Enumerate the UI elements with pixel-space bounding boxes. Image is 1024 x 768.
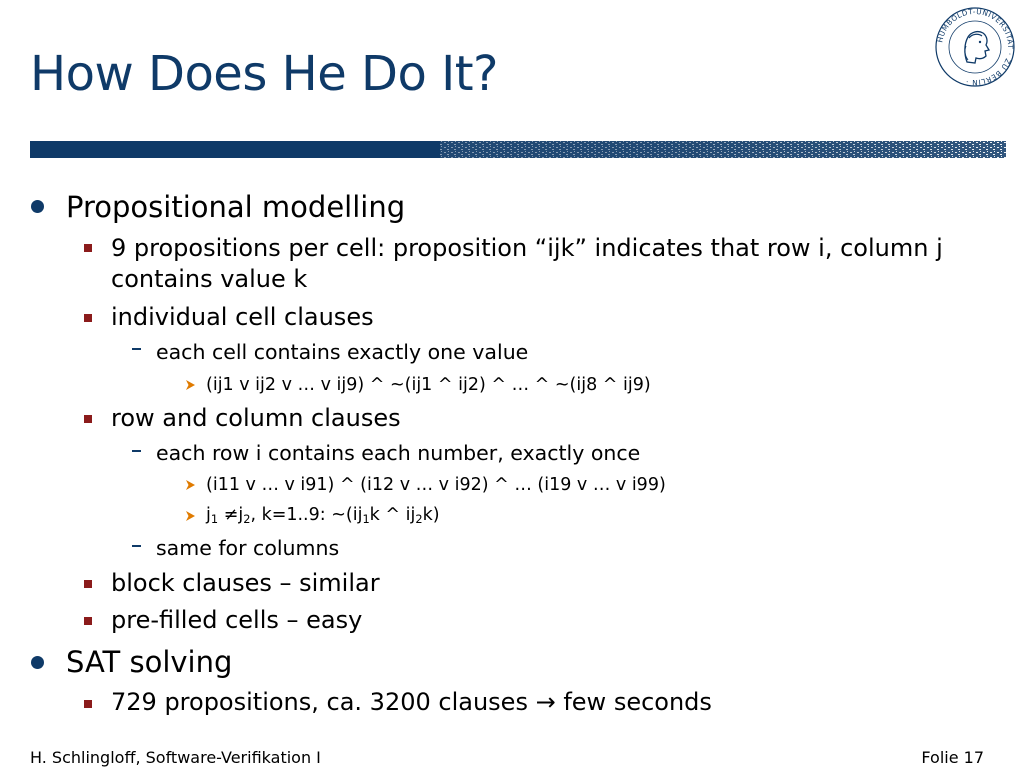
bullet-level4: (ij1 v ij2 v … v ij9) ^ ~(ij1 ^ ij2) ^ … ^ ~(ij8 ^ ij9) (206, 375, 651, 395)
bullet-level1: Propositional modelling (66, 190, 406, 224)
bullet-dot-icon (31, 200, 44, 213)
square-bullet-icon (84, 415, 92, 423)
bullet-level3: same for columns (156, 536, 340, 560)
bullet-level2-continuation: contains value k (111, 265, 308, 293)
dash-bullet-icon (132, 545, 141, 547)
square-bullet-icon (84, 700, 92, 708)
square-bullet-icon (84, 580, 92, 588)
arrow-bullet-icon (184, 379, 196, 391)
bullet-dot-icon (31, 656, 44, 669)
dash-bullet-icon (132, 348, 141, 350)
bullet-level4: (i11 v … v i91) ^ (i12 v … v i92) ^ … (i19 v … v i99) (206, 475, 666, 495)
arrow-bullet-icon (184, 479, 196, 491)
bullet-level3: each cell contains exactly one value (156, 340, 529, 364)
square-bullet-icon (84, 314, 92, 322)
footer-author: H. Schlingloff, Software-Verifikation I (30, 748, 321, 767)
bullet-level2: row and column clauses (111, 404, 401, 432)
dash-bullet-icon (132, 450, 141, 452)
footer-slide-number: Folie 17 (921, 748, 984, 767)
square-bullet-icon (84, 244, 92, 252)
square-bullet-icon (84, 617, 92, 625)
arrow-bullet-icon (184, 510, 196, 522)
slide-title: How Does He Do It? (30, 46, 499, 102)
bullet-level2: individual cell clauses (111, 303, 374, 331)
bullet-level3: each row i contains each number, exactly once (156, 441, 641, 465)
bullet-level1: SAT solving (66, 645, 233, 679)
bullet-level2: 9 propositions per cell: proposition “ijk” indicates that row i, column j (111, 234, 943, 262)
svg-text:HUMBOLDT-UNIVERSITÄT · ZU BERL: HUMBOLDT-UNIVERSITÄT · ZU BERLIN · (935, 6, 1016, 88)
right-arrow-icon: → (535, 688, 556, 716)
bullet-level4-formula: $j_1 \ne j_2$, k=1..9: $\sim(ij_1k$ ^ $ij_2k$) (206, 505, 440, 526)
bullet-level2: pre-filled cells – easy (111, 606, 363, 634)
bullet-level2: 729 propositions, ca. 3200 clauses → few seconds (111, 688, 712, 716)
bullet-level2: block clauses – similar (111, 569, 380, 597)
